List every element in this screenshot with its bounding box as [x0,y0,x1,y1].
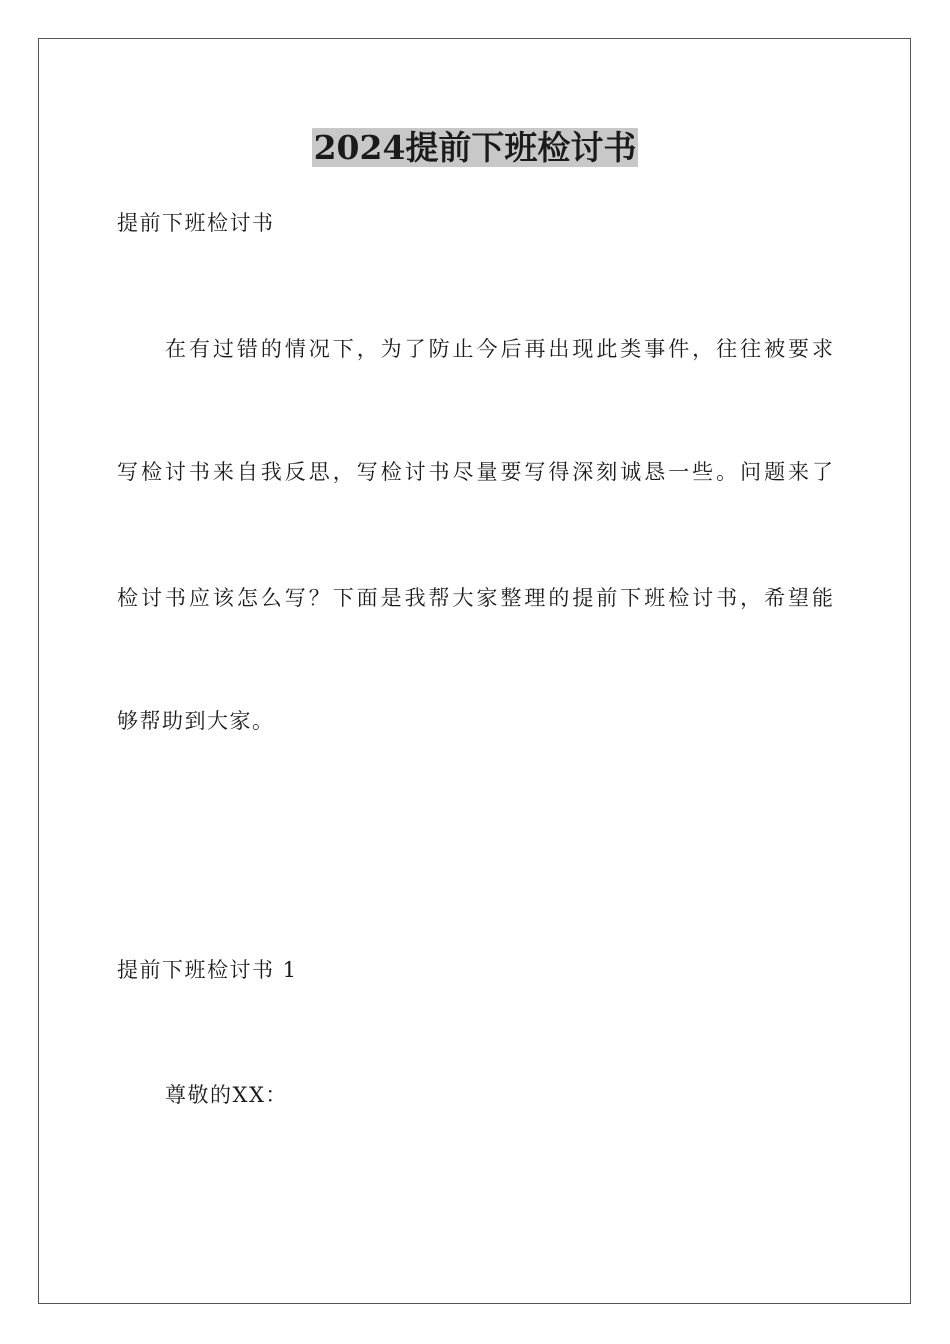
subtitle: 提前下班检讨书 [117,211,275,235]
document-title-text: 2024提前下班检讨书 [313,128,637,167]
section-heading: 提前下班检讨书 1 [117,958,298,982]
salutation: 尊敬的XX： [165,1083,288,1107]
document-title [0,126,950,170]
intro-line-2: 写检讨书来自我反思，写检讨书尽量要写得深刻诚恳一些。问题来了 [117,460,833,484]
intro-line-4: 够帮助到大家。 [117,709,275,733]
intro-line-3: 检讨书应该怎么写？下面是我帮大家整理的提前下班检讨书，希望能 [117,586,833,610]
intro-line-1: 在有过错的情况下，为了防止今后再出现此类事件，往往被要求 [165,337,833,361]
